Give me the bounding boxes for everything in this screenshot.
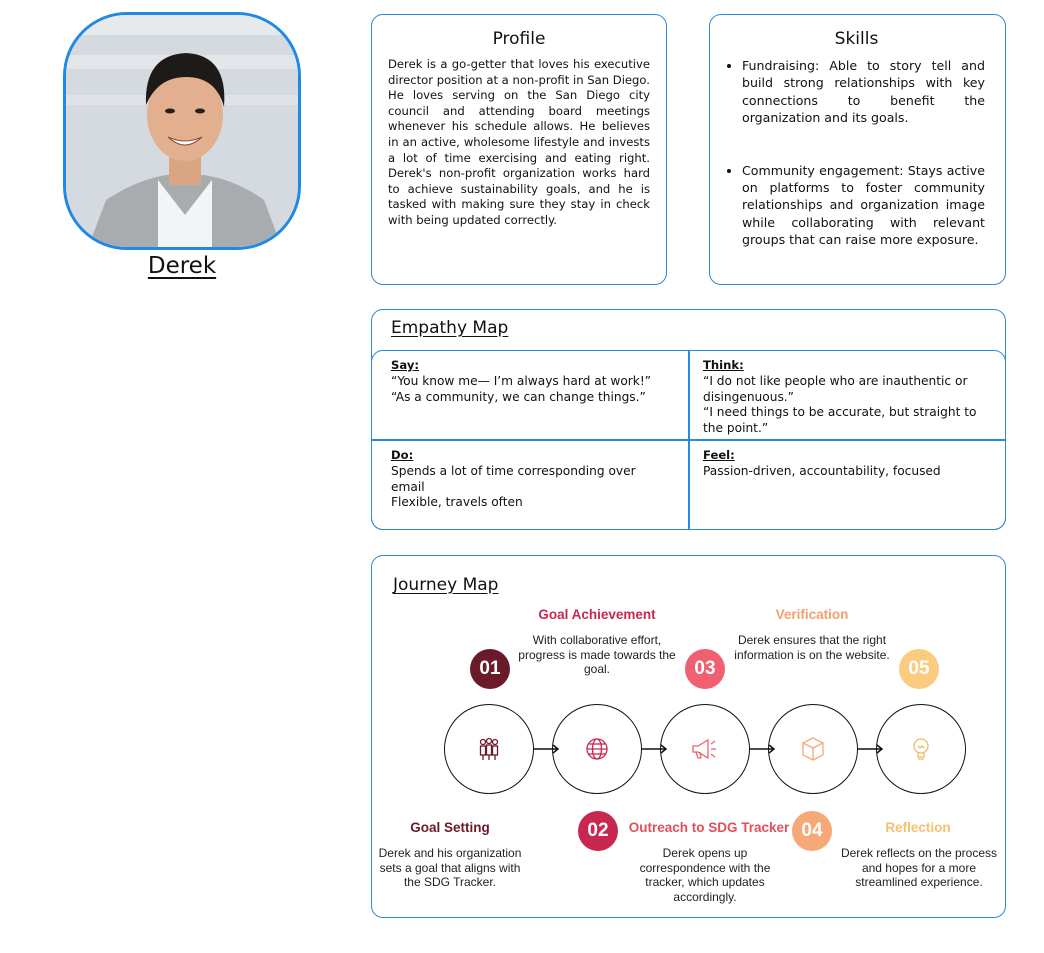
avatar [63, 12, 301, 250]
skills-list [728, 57, 985, 249]
profile-text: Derek is a go-getter that loves his executive director position at a non-profit in San Diego. He loves serving on the San Diego city council and attending board meetings whenever his schedule allows. He believes in an active, wholesome lifestyle and invests a lot of time exercising and eating right. Derek's non-profit organization works hard to achieve sustainability goals, and he is tasked with making sure they stay in check with being updated correctly. [388, 57, 650, 227]
empathy-feel-cell [689, 440, 1006, 530]
think-line: “I do not like people who are inauthentic or disingenuous.” [703, 373, 968, 404]
profile-card [371, 14, 667, 285]
step-desc-goal-setting: Derek and his organization sets a goal that aligns with the SDG Tracker. [378, 846, 522, 890]
think-label: Think: [703, 358, 744, 372]
do-line: Flexible, travels often [391, 495, 523, 510]
empathy-map-card [371, 309, 1006, 530]
step-desc-outreach: Derek opens up correspondence with the tracker, which updates accordingly. [639, 846, 771, 904]
journey-map-title: Journey Map [393, 575, 499, 595]
step-desc-goal-achievement: With collaborative effort, progress is made towards the goal. [518, 633, 676, 677]
step-desc-reflection: Derek reflects on the process and hopes for a more streamlined experience. [840, 846, 998, 890]
skill-item: • Community engagement: Stays active on platforms to foster community relationships and organization image while collaborating with relevant groups that can raise more exposure. [742, 162, 985, 249]
do-label: Do: [391, 448, 414, 462]
step-title-goal-achievement: Goal Achievement [538, 607, 656, 622]
empathy-grid [371, 350, 1006, 530]
persona-name: Derek [147, 253, 217, 279]
skills-title: Skills [834, 29, 879, 49]
empathy-map-title: Empathy Map [391, 318, 509, 338]
do-line: Spends a lot of time corresponding over email [391, 463, 636, 494]
feel-label: Feel: [703, 448, 735, 462]
empathy-think-cell [689, 350, 1006, 439]
step-number-badge: 05 [899, 649, 939, 689]
step-number-badge: 01 [470, 649, 510, 689]
step-desc-verification: Derek ensures that the right information is on the website. [734, 633, 890, 662]
feel-line: Passion-driven, accountability, focused [703, 463, 941, 478]
skill-item: • Fundraising: Able to story tell and build strong relationships with key connections to benefit the organization and its goals. [742, 57, 985, 127]
step-title-reflection: Reflection [885, 820, 951, 835]
profile-title: Profile [492, 29, 546, 49]
step-number-badge: 03 [685, 649, 725, 689]
say-label: Say: [391, 358, 420, 372]
step-title-goal-setting: Goal Setting [410, 820, 490, 835]
say-line: “You know me— I’m always hard at work!” [391, 373, 652, 388]
step-number-badge: 02 [578, 811, 618, 851]
step-number-badge: 04 [792, 811, 832, 851]
empathy-do-cell [371, 440, 688, 530]
portrait-illustration [66, 15, 301, 250]
step-title-outreach: Outreach to SDG Tracker [628, 820, 790, 835]
step-title-verification: Verification [775, 607, 849, 622]
empathy-say-cell [371, 350, 688, 439]
journey-map-card [371, 555, 1006, 918]
say-line: “As a community, we can change things.” [391, 389, 646, 404]
skills-card [709, 14, 1006, 285]
think-line: “I need things to be accurate, but straight to the point.” [703, 405, 977, 436]
